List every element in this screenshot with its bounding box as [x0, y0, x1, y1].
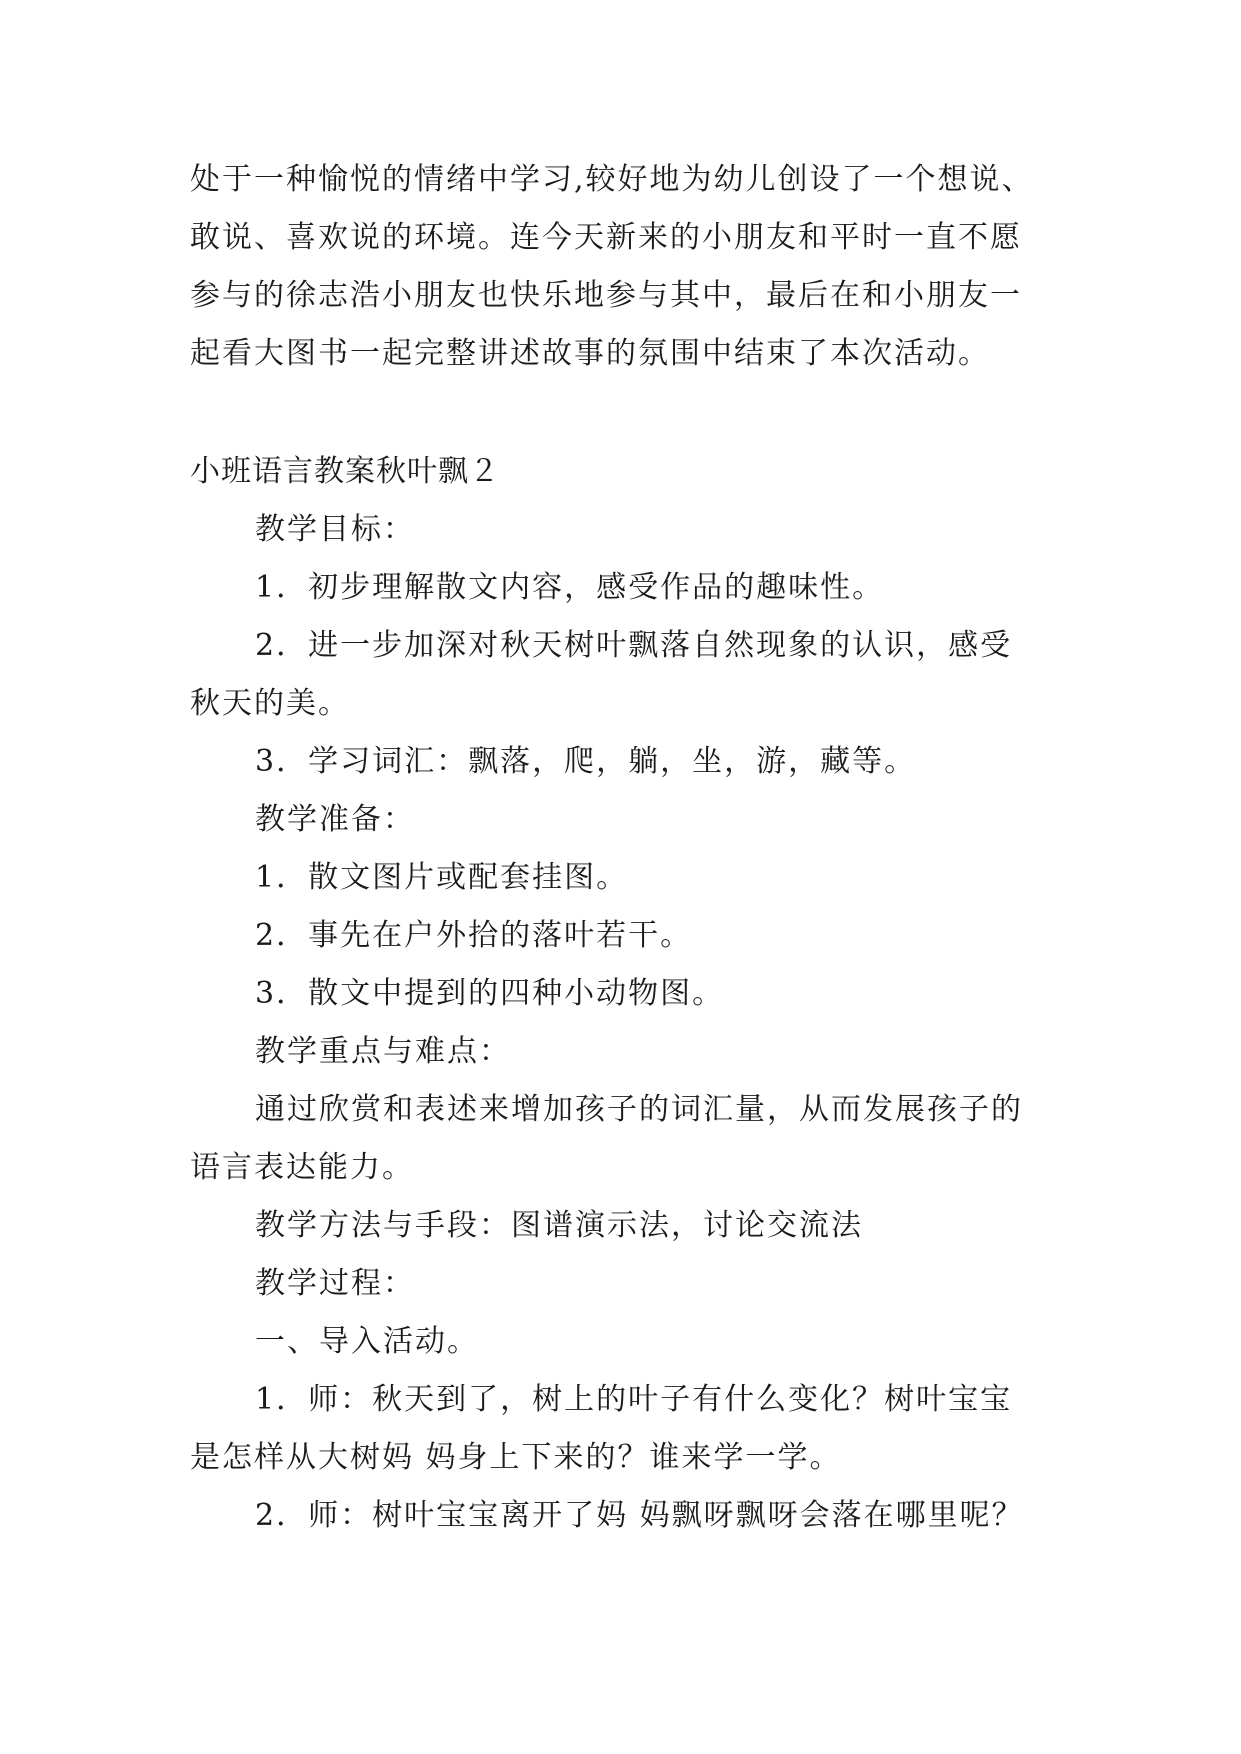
body-line: 通过欣赏和表述来增加孩子的词汇量，从而发展孩子的 — [255, 1092, 1023, 1127]
heading-preparation: 教学准备： — [255, 802, 415, 837]
body-line: 3．学习词汇：飘落，爬，躺，坐，游，藏等。 — [255, 744, 917, 779]
body-line: 1．师：秋天到了，树上的叶子有什么变化？树叶宝宝 — [255, 1382, 1013, 1417]
heading-process: 教学过程： — [255, 1266, 415, 1301]
body-line: 1．散文图片或配套挂图。 — [255, 860, 629, 895]
section-title: 小班语言教案秋叶飘２ — [190, 454, 500, 489]
heading-methods: 教学方法与手段：图谱演示法，讨论交流法 — [255, 1208, 863, 1243]
body-line: 2．进一步加深对秋天树叶飘落自然现象的认识，感受 — [255, 628, 1013, 663]
body-line: 语言表达能力。 — [190, 1150, 414, 1185]
body-line: 一、导入活动。 — [255, 1324, 479, 1359]
body-line: 是怎样从大树妈 妈身上下来的？谁来学一学。 — [190, 1440, 842, 1475]
heading-key-points: 教学重点与难点： — [255, 1034, 511, 1069]
body-line: 1．初步理解散文内容，感受作品的趣味性。 — [255, 570, 885, 605]
intro-line: 处于一种愉悦的情绪中学习,较好地为幼儿创设了一个想说、 — [190, 162, 1034, 197]
body-line: 2．事先在户外拾的落叶若干。 — [255, 918, 693, 953]
intro-line: 参与的徐志浩小朋友也快乐地参与其中，最后在和小朋友一 — [190, 278, 1022, 313]
intro-line: 起看大图书一起完整讲述故事的氛围中结束了本次活动。 — [190, 336, 990, 371]
body-line: 3．散文中提到的四种小动物图。 — [255, 976, 725, 1011]
body-line: 2．师：树叶宝宝离开了妈 妈飘呀飘呀会落在哪里呢？ — [255, 1498, 1024, 1533]
heading-objectives: 教学目标： — [255, 512, 415, 547]
body-line: 秋天的美。 — [190, 686, 350, 721]
intro-line: 敢说、喜欢说的环境。连今天新来的小朋友和平时一直不愿 — [190, 220, 1022, 255]
